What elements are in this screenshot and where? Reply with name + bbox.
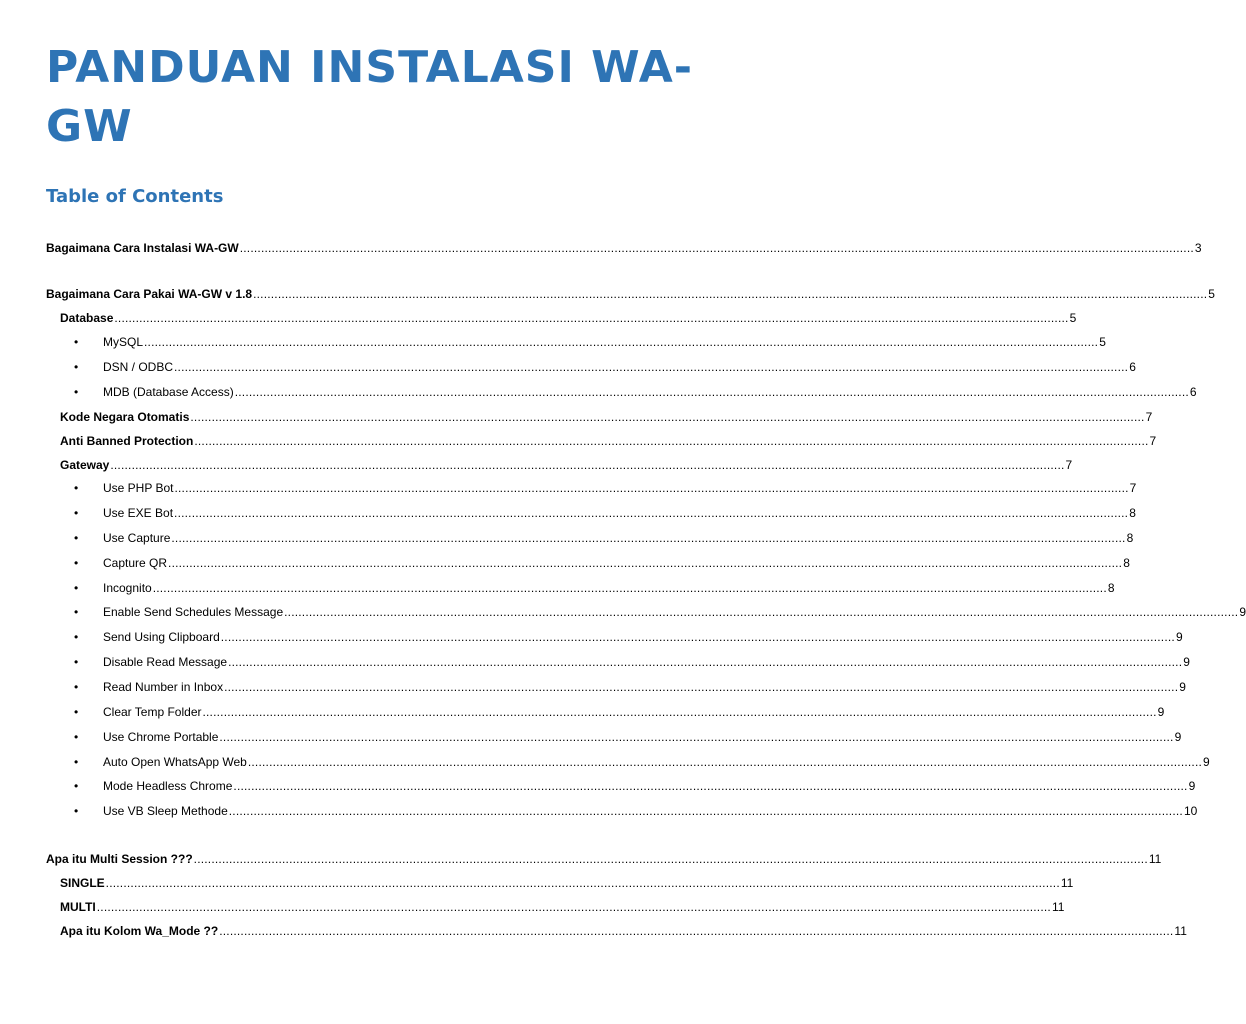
toc-entry-item[interactable]	[74, 753, 1210, 771]
toc-entry-label: MySQL	[103, 335, 144, 349]
toc-entry-label: Use EXE Bot	[103, 506, 174, 520]
toc-entry-label: Bagaimana Cara Instalasi WA-GW	[46, 241, 239, 255]
toc-entry-section[interactable]	[46, 850, 1162, 868]
toc-entry-page: 6	[1129, 360, 1136, 374]
toc-entry-label: Capture QR	[103, 556, 168, 570]
dot-leader	[219, 728, 1173, 746]
dot-leader	[190, 408, 1144, 426]
toc-entry-item[interactable]	[74, 358, 1136, 376]
dot-leader	[202, 703, 1156, 721]
toc-entry-subsection[interactable]	[60, 432, 1157, 450]
toc-entry-label: Mode Headless Chrome	[103, 779, 233, 793]
toc-entry-label: MULTI	[60, 900, 96, 914]
dot-leader	[229, 802, 1183, 820]
toc-entry-label: Send Using Clipboard	[103, 630, 220, 644]
dot-leader	[221, 628, 1175, 646]
toc-entry-label: Use PHP Bot	[103, 481, 174, 495]
bullet-icon: •	[74, 605, 79, 619]
toc-entry-page: 5	[1069, 311, 1077, 325]
toc-entry-page: 7	[1145, 410, 1153, 424]
toc-entry-item[interactable]	[74, 579, 1115, 597]
toc-entry-item[interactable]	[74, 728, 1182, 746]
bullet-icon: •	[74, 755, 79, 769]
toc-entry-label: Use Chrome Portable	[103, 730, 219, 744]
toc-entry-item[interactable]	[74, 383, 1197, 401]
toc-entry-label: Kode Negara Otomatis	[60, 410, 190, 424]
bullet-icon: •	[74, 730, 79, 744]
toc-entry-label: Database	[60, 311, 114, 325]
dot-leader	[219, 922, 1173, 940]
dot-leader	[174, 479, 1128, 497]
toc-entry-page: 9	[1239, 605, 1246, 619]
toc-entry-label: Enable Send Schedules Message	[103, 605, 284, 619]
bullet-icon: •	[74, 506, 79, 520]
toc-entry-label: Use Capture	[103, 531, 171, 545]
dot-leader	[253, 285, 1207, 303]
toc-entry-label: Disable Read Message	[103, 655, 228, 669]
toc-entry-label: Gateway	[60, 458, 110, 472]
toc-entry-page: 7	[1129, 481, 1137, 495]
dot-leader	[171, 529, 1125, 547]
bullet-icon: •	[74, 680, 79, 694]
toc-entry-page: 8	[1107, 581, 1115, 595]
dot-leader	[194, 850, 1148, 868]
bullet-icon: •	[74, 581, 79, 595]
toc-entry-page: 8	[1129, 506, 1136, 520]
toc-entry-page: 11	[1051, 900, 1065, 914]
toc-entry-page: 9	[1203, 755, 1210, 769]
toc-entry-subsection[interactable]	[60, 922, 1187, 940]
toc-entry-subsection[interactable]	[60, 874, 1074, 892]
dot-leader	[114, 309, 1068, 327]
bullet-icon: •	[74, 360, 79, 374]
dot-leader	[97, 898, 1051, 916]
toc-entry-page: 11	[1174, 924, 1187, 938]
toc-entry-page: 9	[1188, 779, 1196, 793]
toc-entry-label: Read Number in Inbox	[103, 680, 224, 694]
toc-entry-label: Anti Banned Protection	[60, 434, 194, 448]
toc-entry-page: 9	[1183, 655, 1190, 669]
bullet-icon: •	[74, 385, 79, 399]
toc-entry-item[interactable]	[74, 802, 1198, 820]
document-title: PANDUAN INSTALASI WA-GW	[46, 42, 694, 152]
dot-leader	[174, 504, 1128, 522]
dot-leader	[168, 554, 1122, 572]
toc-entry-page: 7	[1065, 458, 1073, 472]
toc-entry-label: SINGLE	[60, 876, 105, 890]
toc-entry-page: 9	[1179, 680, 1186, 694]
toc-entry-item[interactable]	[74, 603, 1246, 621]
toc-entry-label: Use VB Sleep Methode	[103, 804, 228, 818]
toc-entry-label: Clear Temp Folder	[103, 705, 202, 719]
toc-entry-item[interactable]	[74, 653, 1190, 671]
toc-entry-item[interactable]	[74, 504, 1136, 522]
toc-entry-label: Apa itu Multi Session ???	[46, 852, 193, 866]
dot-leader	[174, 358, 1128, 376]
toc-entry-page: 11	[1148, 852, 1162, 866]
toc-entry-item[interactable]	[74, 333, 1106, 351]
toc-entry-item[interactable]	[74, 529, 1134, 547]
toc-entry-label: MDB (Database Access)	[103, 385, 234, 399]
toc-entry-subsection[interactable]	[60, 309, 1077, 327]
bullet-icon: •	[74, 335, 79, 349]
dot-leader	[284, 603, 1238, 621]
toc-entry-item[interactable]	[74, 678, 1186, 696]
dot-leader	[194, 432, 1148, 450]
toc-entry-label: DSN / ODBC	[103, 360, 174, 374]
bullet-icon: •	[74, 705, 79, 719]
toc-entry-subsection[interactable]	[60, 898, 1065, 916]
dot-leader	[144, 333, 1098, 351]
toc-entry-page: 5	[1208, 287, 1215, 301]
toc-entry-page: 8	[1123, 556, 1130, 570]
toc-entry-label: Apa itu Kolom Wa_Mode ??	[60, 924, 219, 938]
toc-entry-page: 9	[1175, 630, 1183, 644]
bullet-icon: •	[74, 481, 79, 495]
toc-heading: Table of Contents	[46, 186, 224, 207]
toc-entry-section[interactable]	[46, 239, 1202, 257]
toc-entry-page: 6	[1189, 385, 1197, 399]
toc-entry-item[interactable]	[74, 777, 1196, 795]
toc-entry-page: 11	[1060, 876, 1074, 890]
toc-entry-subsection[interactable]	[60, 408, 1153, 426]
dot-leader	[106, 874, 1060, 892]
bullet-icon: •	[74, 630, 79, 644]
toc-entry-item[interactable]	[74, 479, 1137, 497]
toc-entry-label: Bagaimana Cara Pakai WA-GW v 1.8	[46, 287, 253, 301]
toc-entry-item[interactable]	[74, 703, 1165, 721]
toc-entry-item[interactable]	[74, 554, 1130, 572]
bullet-icon: •	[74, 531, 79, 545]
toc-entry-page: 5	[1099, 335, 1106, 349]
dot-leader	[248, 753, 1202, 771]
bullet-icon: •	[74, 804, 79, 818]
toc-entry-page: 3	[1194, 241, 1202, 255]
dot-leader	[240, 239, 1194, 257]
toc-entry-page: 9	[1174, 730, 1182, 744]
toc-entry-page: 8	[1126, 531, 1134, 545]
dot-leader	[235, 383, 1189, 401]
dot-leader	[233, 777, 1187, 795]
toc-entry-section[interactable]	[46, 285, 1215, 303]
bullet-icon: •	[74, 779, 79, 793]
toc-entry-page: 7	[1149, 434, 1157, 448]
toc-entry-page: 9	[1157, 705, 1165, 719]
bullet-icon: •	[74, 556, 79, 570]
toc-entry-label: Incognito	[103, 581, 152, 595]
dot-leader	[224, 678, 1178, 696]
dot-leader	[153, 579, 1107, 597]
toc-entry-label: Auto Open WhatsApp Web	[103, 755, 247, 769]
toc-entry-subsection[interactable]	[60, 456, 1073, 474]
toc-entry-item[interactable]	[74, 628, 1183, 646]
toc-entry-page: 10	[1183, 804, 1198, 818]
bullet-icon: •	[74, 655, 79, 669]
dot-leader	[110, 456, 1064, 474]
dot-leader	[228, 653, 1182, 671]
